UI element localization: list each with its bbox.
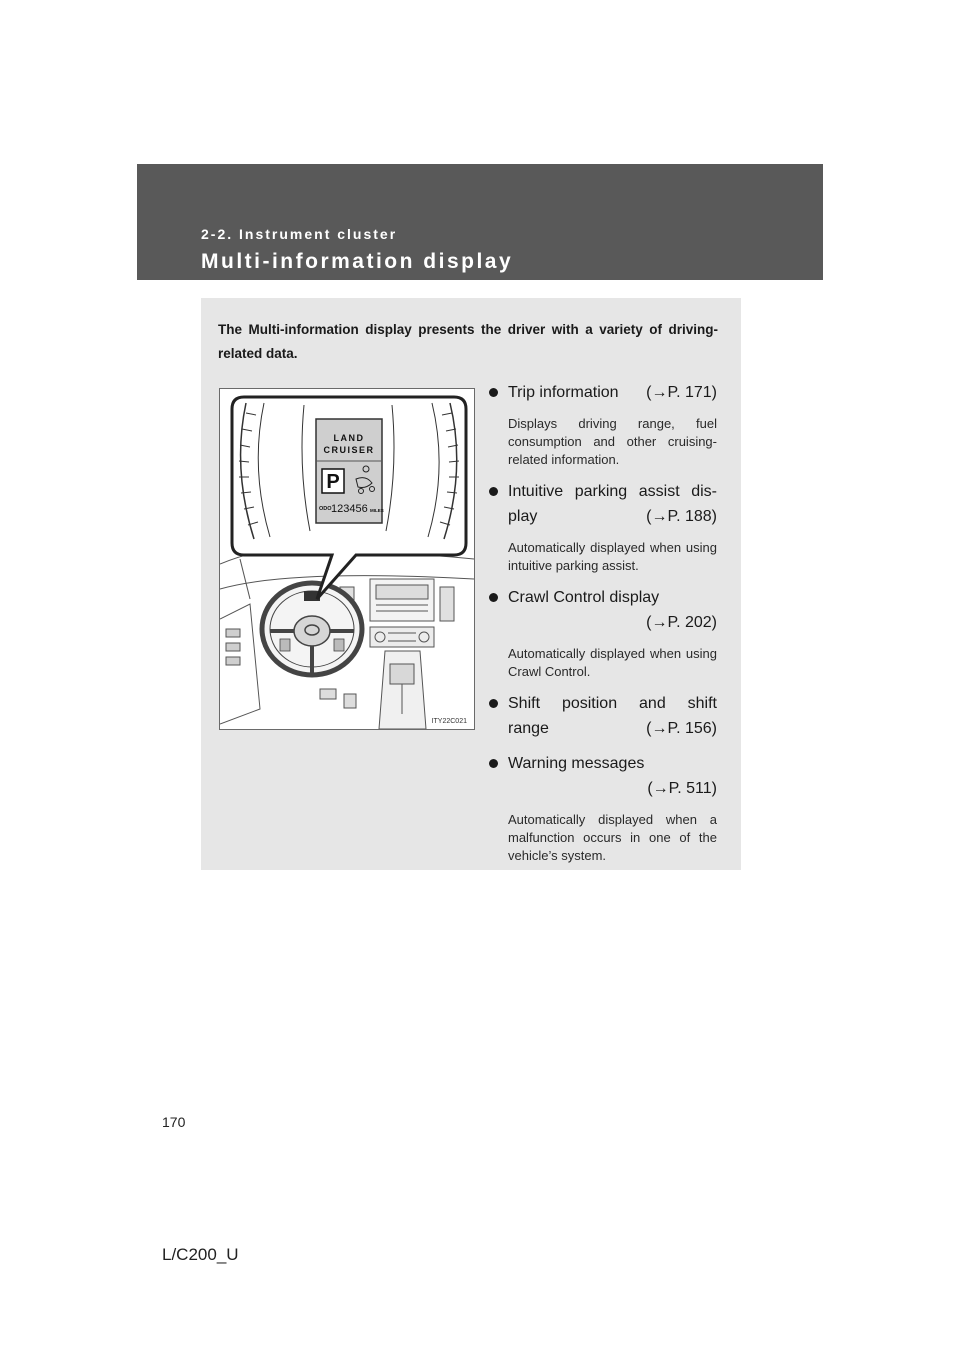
odo-value: 123456 xyxy=(331,503,368,515)
content-panel xyxy=(201,298,741,870)
item-title: Intuitive parking assist dis- xyxy=(508,483,717,500)
item-title: Trip information xyxy=(508,384,619,401)
bullet-icon xyxy=(489,593,498,602)
feature-list xyxy=(489,380,717,875)
bullet-icon xyxy=(489,487,498,496)
item-title: Warning messages xyxy=(508,755,645,772)
document-code: L/C200_U xyxy=(162,1245,239,1264)
intro-text: The Multi-information display presents the driver with a variety of driving-related data. xyxy=(218,322,718,361)
display-line-land: LAND xyxy=(333,433,365,443)
page-title: Multi-information display xyxy=(201,250,514,273)
item-description: Automatically displayed when using intuitive parking assist. xyxy=(508,540,717,573)
list-item-trip-information xyxy=(489,380,717,469)
section-label: 2-2. Instrument cluster xyxy=(201,226,398,242)
header-band xyxy=(137,164,823,280)
page-reference-link[interactable]: (→P. 171) xyxy=(646,384,717,401)
bullet-icon xyxy=(489,699,498,708)
list-item-parking-assist xyxy=(489,479,717,575)
list-item-warning-messages xyxy=(489,751,717,865)
gear-indicator: P xyxy=(326,471,340,493)
item-title: Shift position and shift xyxy=(508,695,717,712)
instrument-cluster-illustration xyxy=(219,388,475,730)
list-item-crawl-control xyxy=(489,585,717,681)
item-title: Crawl Control display xyxy=(508,589,660,606)
figure-code: ITY22C021 xyxy=(431,718,467,725)
bullet-icon xyxy=(489,388,498,397)
item-description: Automatically displayed when a malfunction occurs in one of the vehicle’s system. xyxy=(508,812,717,863)
bullet-icon xyxy=(489,759,498,768)
odo-label: ODO xyxy=(319,506,332,512)
item-title-continued: range xyxy=(508,720,549,737)
page-reference-link[interactable]: (→P. 156) xyxy=(646,720,717,737)
list-item-shift-position xyxy=(489,691,717,741)
steering-wheel-sketch xyxy=(262,583,362,675)
item-description: Displays driving range, fuel consumption and other cruising-related information. xyxy=(508,416,717,467)
page-number: 170 xyxy=(162,1114,186,1130)
odo-unit: MILES xyxy=(370,508,384,513)
display-line-cruiser: CRUISER xyxy=(323,445,375,455)
page-reference-link[interactable]: (→P. 511) xyxy=(647,780,717,797)
page-reference-link[interactable]: (→P. 188) xyxy=(646,508,717,525)
item-title-continued: play xyxy=(508,508,538,525)
page-reference-link[interactable]: (→P. 202) xyxy=(646,614,717,631)
item-description: Automatically displayed when using Crawl Control. xyxy=(508,646,717,679)
multi-information-screen xyxy=(316,419,384,523)
